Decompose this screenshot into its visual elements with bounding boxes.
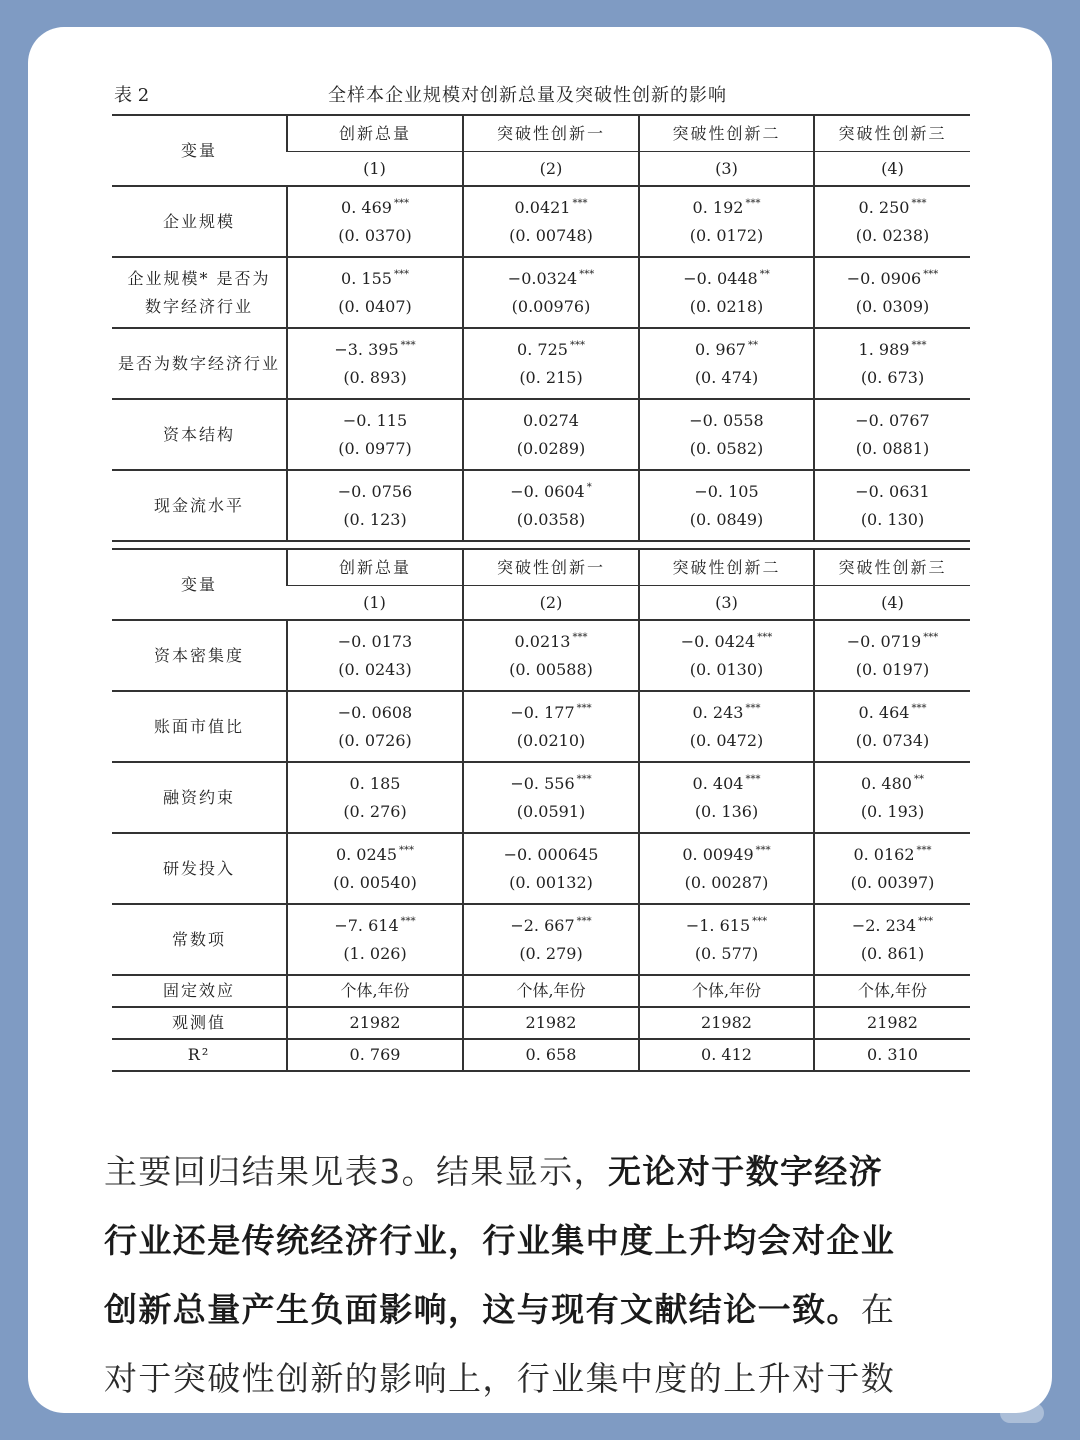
watermark-badge (1000, 1403, 1044, 1423)
standard-error: (0. 0726) (338, 730, 412, 750)
standard-error: (0. 193) (860, 801, 925, 821)
stat-name: 观测值 (112, 1007, 287, 1039)
stat-row (112, 975, 970, 1007)
significance-stars: *** (752, 916, 768, 928)
paragraph-line (104, 1206, 984, 1275)
standard-error: (0.0591) (516, 801, 586, 821)
header-col-1: 创新总量 (287, 115, 463, 152)
standard-error: (0. 123) (343, 509, 407, 529)
estimate-cell (639, 691, 814, 762)
bold-text: 行业还是传统经济行业，行业集中度上升均会对企业 (104, 1221, 896, 1260)
header-num-2: (2) (463, 152, 639, 187)
standard-error: (0. 00397) (850, 872, 935, 892)
coefficient: −0. 0173 (337, 631, 413, 651)
estimate-cell (814, 762, 970, 833)
coefficient: −2. 667 *** (510, 915, 592, 935)
coefficient: −0. 0756 (337, 481, 413, 501)
coefficient: 0. 464 *** (858, 702, 927, 722)
header-num-4: (4) (814, 152, 970, 187)
standard-error: (0. 0881) (855, 438, 930, 458)
table-label: 表 2 (114, 85, 150, 106)
estimate-cell (639, 186, 814, 257)
estimate-cell (814, 904, 970, 975)
variable-name: 现金流水平 (112, 470, 287, 541)
standard-error: (0. 0977) (338, 438, 412, 458)
coefficient: −3. 395 *** (334, 339, 416, 359)
coefficient: −0. 0608 (337, 702, 413, 722)
standard-error: (0. 673) (860, 367, 925, 387)
standard-error: (0. 0309) (855, 296, 930, 316)
significance-stars: *** (572, 198, 588, 210)
header-variable: 变量 (180, 574, 217, 594)
significance-stars: *** (399, 845, 415, 857)
coefficient: −0.0324 *** (507, 268, 595, 288)
significance-stars: *** (579, 269, 595, 281)
significance-stars: * (586, 482, 592, 494)
significance-stars: *** (745, 703, 761, 715)
estimate-cell (814, 186, 970, 257)
estimate-cell (287, 470, 463, 541)
coefficient: −1. 615 *** (685, 915, 768, 935)
coefficient: −0. 556 *** (510, 773, 592, 793)
significance-stars: *** (911, 340, 927, 352)
standard-error: (0. 0197) (855, 659, 930, 679)
estimate-cell (814, 257, 970, 328)
estimate-cell (287, 399, 463, 470)
content-card (28, 27, 1052, 1413)
header-num-1: (1) (363, 158, 386, 178)
table-row (112, 186, 970, 257)
significance-stars: *** (400, 916, 416, 928)
coefficient: 0.0213 *** (514, 631, 588, 651)
stat-value: 21982 (287, 1007, 463, 1039)
standard-error: (0. 0130) (689, 659, 764, 679)
table-header-row (112, 115, 970, 152)
variable-name: 资本结构 (112, 399, 287, 470)
bold-text: 无论对于数字经济 (608, 1152, 884, 1191)
coefficient: −0. 105 (694, 481, 759, 501)
significance-stars: *** (923, 632, 939, 644)
stat-value: 0. 769 (287, 1039, 463, 1071)
header-col-4: 突破性创新三 (814, 549, 970, 586)
table-caption (114, 81, 970, 109)
standard-error: (0. 0734) (855, 730, 930, 750)
regression-table-part2 (112, 548, 970, 1072)
estimate-cell (639, 904, 814, 975)
standard-error: (0. 00588) (509, 659, 593, 679)
significance-stars: *** (911, 198, 927, 210)
stat-name: R² (112, 1039, 287, 1071)
estimate-cell (463, 399, 639, 470)
estimate-cell (463, 691, 639, 762)
standard-error: (0. 00132) (509, 872, 593, 892)
estimate-cell (287, 257, 463, 328)
standard-error: (0.0210) (516, 730, 586, 750)
coefficient: 0. 469 *** (341, 197, 409, 217)
estimate-cell (287, 904, 463, 975)
standard-error: (0. 00287) (684, 872, 769, 892)
significance-stars: *** (576, 703, 592, 715)
estimate-cell (287, 328, 463, 399)
estimate-cell (814, 328, 970, 399)
standard-error: (1. 026) (343, 943, 407, 963)
coefficient: 0. 185 (349, 773, 401, 793)
significance-stars: *** (393, 198, 409, 210)
standard-error: (0. 279) (519, 943, 583, 963)
variable-name: 企业规模 (112, 186, 287, 257)
stat-value: 个体,年份 (463, 975, 639, 1007)
significance-stars: *** (745, 774, 761, 786)
estimate-cell (639, 620, 814, 691)
table-row (112, 257, 970, 328)
estimate-cell (463, 186, 639, 257)
estimate-cell (639, 762, 814, 833)
estimate-cell (463, 904, 639, 975)
header-col-3: 突破性创新二 (639, 549, 814, 586)
stat-value: 21982 (639, 1007, 814, 1039)
coefficient: −0. 0558 (689, 410, 764, 430)
estimate-cell (639, 470, 814, 541)
estimate-cell (814, 620, 970, 691)
estimate-cell (639, 328, 814, 399)
stat-value: 21982 (463, 1007, 639, 1039)
standard-error: (0. 0407) (338, 296, 412, 316)
estimate-cell (639, 257, 814, 328)
coefficient: 0. 725 *** (517, 339, 585, 359)
variable-name: 常数项 (112, 904, 287, 975)
table-row (112, 328, 970, 399)
significance-stars: ** (759, 269, 770, 281)
variable-name: 账面市值比 (112, 691, 287, 762)
significance-stars: *** (576, 916, 592, 928)
estimate-cell (463, 620, 639, 691)
coefficient: −0. 0631 (855, 481, 930, 501)
standard-error: (0. 0472) (689, 730, 764, 750)
coefficient: 0. 243 *** (692, 702, 761, 722)
coefficient: −0. 115 (342, 410, 408, 430)
stat-row (112, 1007, 970, 1039)
coefficient: 0. 155 *** (341, 268, 409, 288)
table-row (112, 470, 970, 541)
estimate-cell (639, 833, 814, 904)
variable-name: 资本密集度 (112, 620, 287, 691)
standard-error: (0.0289) (516, 438, 586, 458)
coefficient: 0. 00949 *** (682, 844, 771, 864)
coefficient: −7. 614 *** (334, 915, 416, 935)
estimate-cell (463, 257, 639, 328)
header-col-1: 创新总量 (287, 549, 463, 586)
header-variable: 变量 (180, 140, 217, 160)
standard-error: (0. 00540) (333, 872, 417, 892)
standard-error: (0. 130) (860, 509, 925, 529)
standard-error: (0. 0243) (338, 659, 412, 679)
stat-value: 0. 412 (639, 1039, 814, 1071)
coefficient: 1. 989 *** (858, 339, 927, 359)
table-row (112, 833, 970, 904)
plain-text: 在 (860, 1290, 896, 1329)
table-row (112, 691, 970, 762)
significance-stars: *** (918, 916, 934, 928)
standard-error: (0.00976) (511, 296, 591, 316)
coefficient: 0. 250 *** (858, 197, 927, 217)
stat-row (112, 1039, 970, 1071)
standard-error: (0.0358) (516, 509, 586, 529)
standard-error: (0. 215) (519, 367, 583, 387)
header-num-3: (3) (639, 586, 814, 621)
standard-error: (0. 474) (694, 367, 759, 387)
standard-error: (0. 136) (694, 801, 759, 821)
estimate-cell (814, 399, 970, 470)
stat-value: 21982 (814, 1007, 970, 1039)
header-num-1: (1) (363, 592, 386, 612)
estimate-cell (814, 691, 970, 762)
plain-text: 对于突破性创新的影响上，行业集中度的上升对于数 (104, 1359, 896, 1398)
standard-error: (0. 0238) (855, 225, 930, 245)
coefficient: −0. 000645 (503, 844, 599, 864)
table-row (112, 620, 970, 691)
significance-stars: ** (747, 340, 758, 352)
significance-stars: *** (572, 632, 588, 644)
coefficient: 0. 404 *** (692, 773, 761, 793)
table-row (112, 399, 970, 470)
significance-stars: *** (916, 845, 932, 857)
coefficient: 0.0274 (523, 410, 579, 430)
variable-name: 企业规模* 是否为 数字经济行业 (112, 257, 287, 328)
significance-stars: *** (400, 340, 416, 352)
header-num-2: (2) (463, 586, 639, 621)
standard-error: (0. 861) (860, 943, 925, 963)
significance-stars: *** (745, 198, 761, 210)
stat-value: 0. 658 (463, 1039, 639, 1071)
header-col-2: 突破性创新一 (463, 549, 639, 586)
header-col-4: 突破性创新三 (814, 115, 970, 152)
estimate-cell (463, 833, 639, 904)
coefficient: 0. 192 *** (692, 197, 761, 217)
standard-error: (0. 0849) (689, 509, 764, 529)
coefficient: 0. 0162 *** (853, 844, 932, 864)
significance-stars: *** (755, 845, 771, 857)
standard-error: (0. 0218) (689, 296, 764, 316)
body-paragraph (104, 1137, 984, 1413)
variable-name: 是否为数字经济行业 (112, 328, 287, 399)
estimate-cell (463, 762, 639, 833)
plain-text: 主要回归结果见表3。结果显示， (104, 1152, 608, 1191)
coefficient: −2. 234 *** (851, 915, 934, 935)
coefficient: −0. 0767 (855, 410, 930, 430)
significance-stars: *** (393, 269, 409, 281)
table-title: 全样本企业规模对创新总量及突破性创新的影响 (328, 85, 727, 106)
header-num-3: (3) (639, 152, 814, 187)
header-col-3: 突破性创新二 (639, 115, 814, 152)
variable-name: 研发投入 (112, 833, 287, 904)
paragraph-line (104, 1275, 984, 1344)
significance-stars: ** (913, 774, 924, 786)
paragraph-line (104, 1344, 984, 1413)
coefficient: −0. 0424 *** (680, 631, 773, 651)
variable-name: 融资约束 (112, 762, 287, 833)
estimate-cell (287, 833, 463, 904)
estimate-cell (814, 833, 970, 904)
estimate-cell (287, 691, 463, 762)
standard-error: (0. 0370) (338, 225, 412, 245)
coefficient: 0. 967 ** (695, 339, 758, 359)
significance-stars: *** (911, 703, 927, 715)
estimate-cell (287, 620, 463, 691)
regression-table-part1 (112, 114, 970, 542)
coefficient: 0. 0245 *** (335, 844, 415, 864)
standard-error: (0. 577) (694, 943, 759, 963)
bold-text: 创新总量产生负面影响，这与现有文献结论一致。 (104, 1290, 861, 1329)
estimate-cell (463, 470, 639, 541)
stat-value: 个体,年份 (287, 975, 463, 1007)
significance-stars: *** (757, 632, 773, 644)
coefficient: −0. 177 *** (510, 702, 592, 722)
stat-value: 个体,年份 (639, 975, 814, 1007)
coefficient: 0.0421 *** (514, 197, 588, 217)
estimate-cell (463, 328, 639, 399)
coefficient: −0. 0906 *** (846, 268, 939, 288)
stat-value: 0. 310 (814, 1039, 970, 1071)
estimate-cell (287, 762, 463, 833)
significance-stars: *** (923, 269, 939, 281)
paragraph-line (104, 1137, 984, 1206)
estimate-cell (639, 399, 814, 470)
table-header-row (112, 549, 970, 586)
standard-error: (0. 0582) (689, 438, 764, 458)
stat-name: 固定效应 (112, 975, 287, 1007)
standard-error: (0. 893) (343, 367, 407, 387)
standard-error: (0. 0172) (689, 225, 764, 245)
header-num-4: (4) (814, 586, 970, 621)
significance-stars: *** (576, 774, 592, 786)
estimate-cell (287, 186, 463, 257)
stat-value: 个体,年份 (814, 975, 970, 1007)
standard-error: (0. 00748) (509, 225, 593, 245)
coefficient: −0. 0448 ** (683, 268, 770, 288)
estimate-cell (814, 470, 970, 541)
significance-stars: *** (569, 340, 585, 352)
table-row (112, 762, 970, 833)
coefficient: −0. 0719 *** (846, 631, 939, 651)
coefficient: 0. 480 ** (861, 773, 924, 793)
coefficient: −0. 0604 * (510, 481, 592, 501)
standard-error: (0. 276) (343, 801, 407, 821)
header-col-2: 突破性创新一 (463, 115, 639, 152)
table-row (112, 904, 970, 975)
